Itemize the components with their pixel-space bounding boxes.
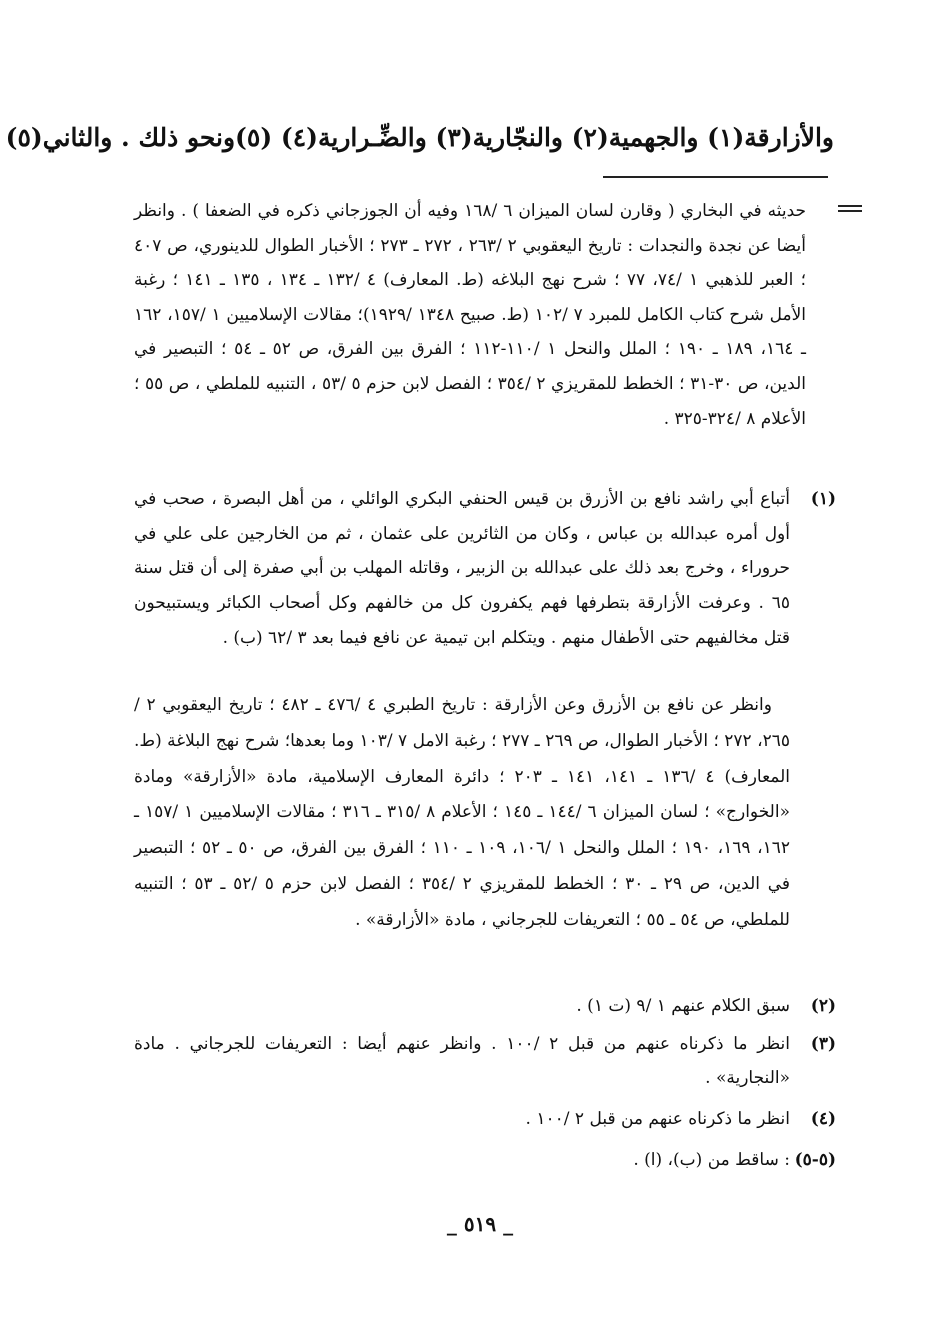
footnote-separator [603, 176, 828, 178]
footnote-text: انظر ما ذكرناه عنهم من قبل ٢ /١٠٠ . [525, 1109, 790, 1129]
footnote-number: (٥-٥) [794, 1150, 836, 1170]
footnote-1 [134, 482, 836, 656]
footnote-2 [134, 991, 836, 1021]
footnote-number: (٣) [810, 1034, 836, 1054]
footnote-1-references: وانظر عن نافع بن الأزرق وعن الأزارقة : تاريخ الطبري ٤ /٤٧٦ ـ ٤٨٢ ؛ تاريخ اليعقوبي ٢ /٢٦٥، ٢٧٢ ؛ الأخبار الطوال، ص ٢٦٩ ـ ٢٧٧ ؛ رغبة الامل ٧ /١٠٣ وما بعدها؛ شرح نهج البلاغة (ط. المعارف) ٤ /١٣٦ ـ ١٤١، ١٤١ ـ ٢٠٣ ؛ دائرة المعارف الإسلامية، مادة «الأزارقة» ومادة «الخوارج» ؛ لسان الميزان ٦ /١٤٤ ـ ١٤٥ ؛ الأعلام ٨ /٣١٥ ـ ٣١٦ ؛ مقالات الإسلاميين ١ /١٥٧ ـ ١٦٢، ١٦٩، ١٩٠ ؛ الملل والنحل ١ /١٠٦، ١٠٩ ـ ١١٠ ؛ الفرق بين الفرق، ص ٥٠ ـ ٥٢ ؛ التبصير في الدين، ص ٢٩ ـ ٣٠ ؛ الخطط للمقريزي ٢ /٣٥٤ ؛ الفصل لابن حزم ٥ /٥٢ ـ ٥٣ ؛ التنبيه للملطي، ص ٥٤ ـ ٥٥ ؛ التعريفات للجرجاني ، مادة «الأزارقة» . [134, 695, 791, 930]
footnote-continuation: حديثه في البخاري ( وقارن لسان الميزان ٦ /١٦٨ وفيه أن الجوزجاني ذكره في الضعفا ) . وانظر أيضا عن نجدة والنجدات : تاريخ اليعقوبي ٢ /٢٦٣ ، ٢٧٢ ـ ٢٧٣ ؛ الأخبار الطوال للدينوري، ص ٤٠٧ ؛ العبر للذهبي ١ /٧٤، ٧٧ ؛ شرح نهج البلاغه (ط. المعارف) ٤ /١٣٢ ـ ١٣٤ ، ١٣٥ ـ ١٤١ ؛ رغبة الأمل شرح كتاب الكامل للمبرد ٧ /١٠٢ (ط. صبيح ١٣٤٨ /١٩٢٩)؛ مقالات الإسلاميين ١ /١٥٧، ١٦٢ ـ ١٦٤، ١٨٩ ـ ١٩٠ ؛ الملل والنحل ١ /١١٠-١١٢ ؛ الفرق بين الفرق، ص ٥٢ ـ ٥٤ ؛ التبصير في الدين، ص ٣٠-٣١ ؛ الخطط للمقريزي ٢ /٣٥٤ ؛ الفصل لابن حزم ٥ /٥٣ ، التنبيه للملطي ، ص ٥٥ ؛ الأعلام ٨ /٣٢٤-٣٢٥ . [134, 201, 807, 429]
footnote-number: (١) [810, 489, 836, 509]
main-text-line: والأزارقة(١) والجهمية(٢) والنجّارية(٣) والضِّـرارية(٤) (٥)ونحو ذلك . والثاني(٥) [5, 123, 834, 152]
footnote-5 [134, 1145, 836, 1175]
footnote-text: سبق الكلام عنهم ١ /٩ (ت ١) . [576, 996, 790, 1016]
footnote-number: (٢) [810, 996, 836, 1016]
footnote-3 [134, 1027, 836, 1095]
footnote-text: : ساقط من (ب)، (ا) . [633, 1150, 790, 1170]
footnote-number: (٤) [810, 1109, 836, 1129]
footnote-text: انظر ما ذكرناه عنهم من قبل ٢ /١٠٠ . وانظر عنهم أيضا : التعريفات للجرجاني . مادة «النجارية» . [134, 1034, 790, 1088]
continuation-mark-icon [838, 205, 862, 212]
page-number: _ ٥١٩ _ [446, 1212, 514, 1236]
footnote-4 [134, 1104, 836, 1134]
footnote-text: أتباع أبي راشد نافع بن الأزرق بن قيس الحنفي البكري الوائلي ، من أهل البصرة ، صحب في أول أمره عبدالله بن عباس ، وكان من الثائرين على عثمان ، ثم من الخارجين على علي في حروراء ، وخرج بعد ذلك على عبدالله بن الزبير ، وقاتله المهلب بن أبي صفرة إلى أن قتل سنة ٦٥ . وعرفت الأزارقة بتطرفها فهم يكفرون كل من خالفهم وكل أصحاب الكبائر ويستبيحون قتل مخالفيهم حتى الأطفال منهم . ويتكلم ابن تيمية عن نافع فيما بعد ٣ /٦٢ (ب) . [134, 489, 790, 648]
